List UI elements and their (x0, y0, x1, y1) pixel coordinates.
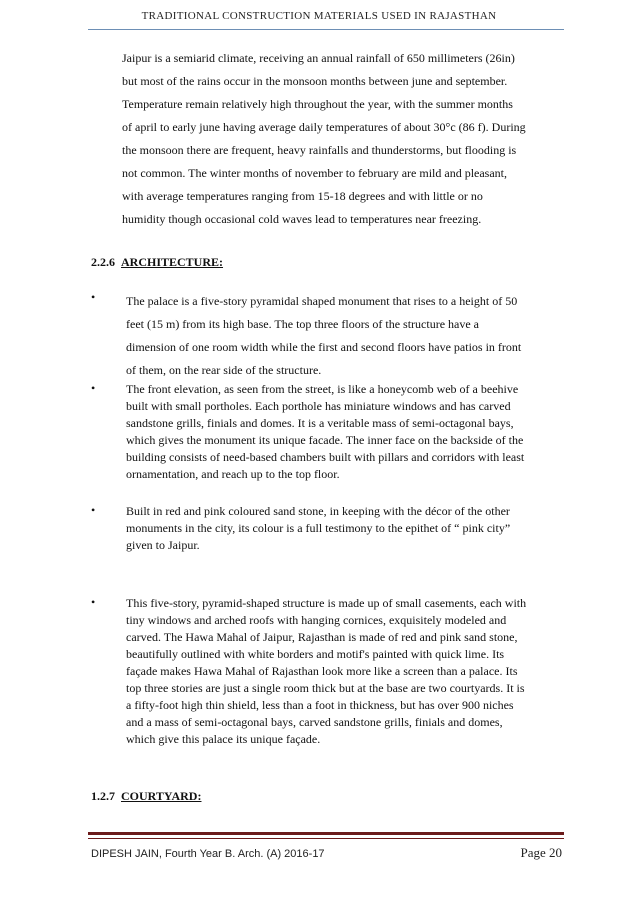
section-title: COURTYARD: (121, 789, 202, 803)
text-line: This five-story, pyramid-shaped structure is made up of small casements, each with (126, 596, 527, 610)
text-line: dimension of one room width while the first and second floors have patios in front (126, 340, 522, 354)
text-line: top three stories are just a single room thick but at the base are two courtyards. It is (126, 681, 525, 695)
header-divider (88, 29, 564, 30)
section-heading-architecture (91, 255, 223, 270)
text-line: carved. The Hawa Mahal of Jaipur, Rajasthan is made of red and pink sand stone, (126, 630, 518, 644)
text-line: of april to early june having average daily temperatures of about 30°c (86 f). During (122, 120, 526, 134)
bullet-text (126, 290, 566, 382)
bullet-text (126, 595, 566, 748)
text-line: tiny windows and arched roofs with hanging cornices, exquisitely modeled and (126, 613, 507, 627)
text-line: and a mass of semi-octagonal bays, carved sandstone grills, finials and domes, (126, 715, 503, 729)
text-line: given to Jaipur. (126, 538, 200, 552)
text-line: beautifully outlined with white borders and motif's painted with quick lime. Its (126, 647, 505, 661)
climate-paragraph (122, 47, 562, 231)
bullet-icon: • (91, 503, 96, 517)
text-line: building consists of need-based chambers built with pillars and corridors with least (126, 450, 525, 464)
bullet-icon: • (91, 595, 96, 609)
text-line: built with small portholes. Each porthole has miniature windows and has carved (126, 399, 511, 413)
text-line: Jaipur is a semiarid climate, receiving an annual rainfall of 650 millimeters (26in) (122, 51, 515, 65)
section-number: 2.2.6 (91, 255, 115, 269)
text-line: which gives the monument its unique facade. The inner face on the backside of the (126, 433, 524, 447)
bullet-icon: • (91, 290, 96, 304)
bullet-text (126, 381, 566, 483)
text-line: the monsoon there are frequent, heavy rainfalls and thunderstorms, but flooding is (122, 143, 517, 157)
footer-divider-thin (88, 838, 564, 839)
running-header: TRADITIONAL CONSTRUCTION MATERIALS USED IN RAJASTHAN (141, 10, 497, 22)
section-title: ARCHITECTURE: (121, 255, 224, 269)
footer-author: DIPESH JAIN, Fourth Year B. Arch. (A) 2016-17 (91, 848, 325, 860)
text-line: of them, on the rear side of the structure. (126, 363, 322, 377)
text-line: Temperature remain relatively high throughout the year, with the summer months (122, 97, 513, 111)
text-line: not common. The winter months of november to february are mild and pleasant, (122, 166, 508, 180)
bullet-icon: • (91, 381, 96, 395)
text-line: Built in red and pink coloured sand stone, in keeping with the décor of the other (126, 504, 510, 518)
text-line: humidity though occasional cold waves lead to temperatures near freezing. (122, 212, 482, 226)
text-line: The front elevation, as seen from the street, is like a honeycomb web of a beehive (126, 382, 519, 396)
text-line: which give this palace its unique façade. (126, 732, 321, 746)
page-number: Page 20 (520, 845, 562, 860)
section-heading-courtyard (91, 789, 201, 804)
bullet-text (126, 503, 566, 554)
text-line: with average temperatures ranging from 15-18 degrees and with little or no (122, 189, 483, 203)
text-line: monuments in the city, its colour is a full testimony to the epithet of “ pink city” (126, 521, 511, 535)
text-line: a fifty-foot high thin shield, less than a foot in thickness, but has over 900 niches (126, 698, 514, 712)
text-line: sandstone grills, finials and domes. It is a veritable mass of semi-octagonal bays, (126, 416, 514, 430)
text-line: feet (15 m) from its high base. The top three floors of the structure have a (126, 317, 479, 331)
section-number: 1.2.7 (91, 789, 115, 803)
text-line: façade makes Hawa Mahal of Rajasthan look more like a screen than a palace. Its (126, 664, 518, 678)
text-line: but most of the rains occur in the monsoon months between june and september. (122, 74, 508, 88)
text-line: ornamentation, and reach up to the top floor. (126, 467, 340, 481)
footer-divider (88, 832, 564, 835)
text-line: The palace is a five-story pyramidal shaped monument that rises to a height of 50 (126, 294, 518, 308)
